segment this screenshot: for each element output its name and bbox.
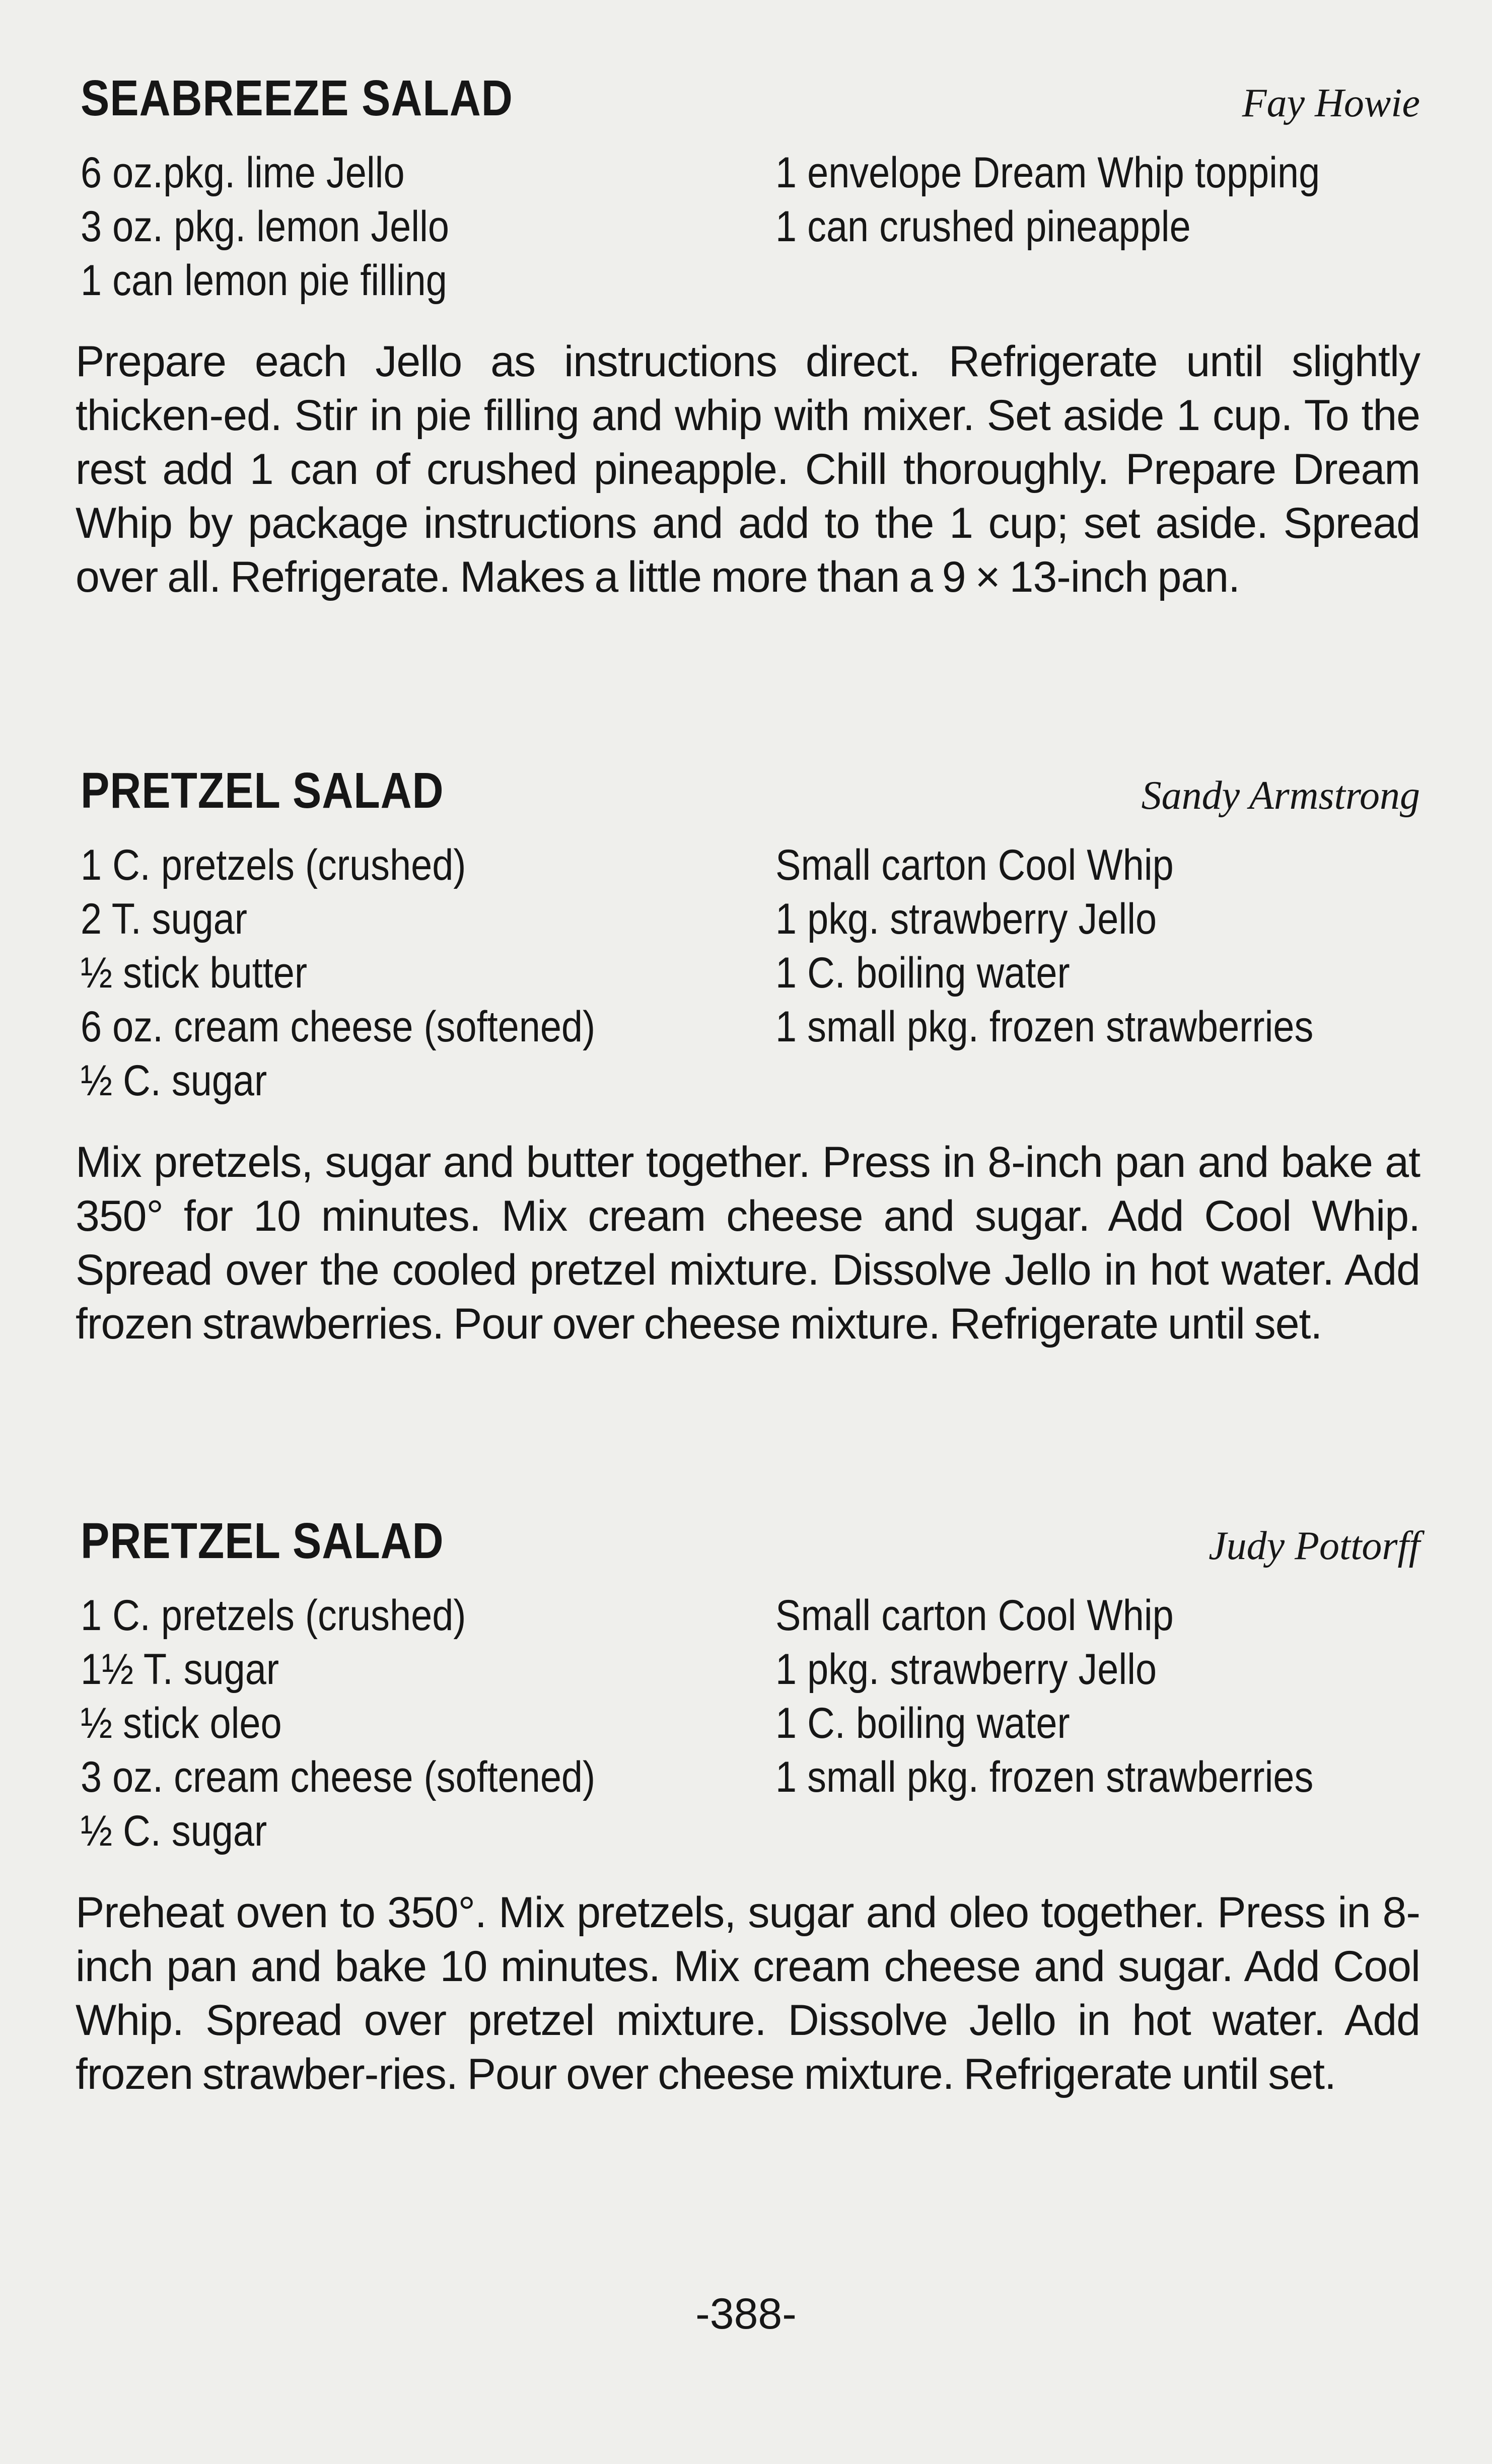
page-number: -388- bbox=[695, 2290, 797, 2338]
ingredient-item: 6 oz.pkg. lime Jello bbox=[81, 149, 405, 197]
ingredient-column-right bbox=[775, 838, 1387, 1054]
recipe-header bbox=[70, 758, 1420, 823]
ingredient-item: ½ stick butter bbox=[81, 949, 308, 997]
ingredient-item: 1 C. pretzels (crushed) bbox=[81, 1591, 466, 1640]
recipe-title: SEABREEZE SALAD bbox=[81, 70, 513, 126]
ingredient-item: ½ C. sugar bbox=[81, 1807, 267, 1855]
recipe-pretzel-salad-armstrong bbox=[70, 758, 1420, 1351]
ingredient-column-left bbox=[81, 838, 666, 1108]
ingredient-column-right bbox=[775, 146, 1394, 254]
recipe-instructions: Mix pretzels, sugar and butter together. Press in 8-inch pan and bake at 350° for 10 minutes. Mix cream cheese and sugar. Add Cool Whip. Spread over the cooled pretzel mixture. Dissolve Jello in hot water. Add frozen strawberries. Pour over cheese mixture. Refrigerate until set. bbox=[76, 1138, 1420, 1348]
ingredient-item: 1 pkg. strawberry Jello bbox=[775, 1645, 1157, 1694]
ingredient-item: ½ C. sugar bbox=[81, 1057, 267, 1105]
recipe-pretzel-salad-pottorff bbox=[70, 1508, 1420, 2101]
recipe-header bbox=[70, 65, 1420, 131]
ingredient-item: 1 C. boiling water bbox=[775, 1699, 1070, 1747]
ingredient-item: 1 C. pretzels (crushed) bbox=[81, 841, 466, 889]
recipe-author: Sandy Armstrong bbox=[1141, 773, 1420, 818]
ingredient-item: Small carton Cool Whip bbox=[775, 841, 1174, 889]
recipe-title: PRETZEL SALAD bbox=[81, 762, 444, 819]
recipe-author: Judy Pottorff bbox=[1209, 1524, 1420, 1568]
ingredient-item: 1 pkg. strawberry Jello bbox=[775, 895, 1157, 943]
ingredient-item: 1 C. boiling water bbox=[775, 949, 1070, 997]
recipe-author: Fay Howie bbox=[1242, 81, 1420, 125]
ingredient-item: 1 envelope Dream Whip topping bbox=[775, 149, 1320, 197]
ingredient-item: 3 oz. cream cheese (softened) bbox=[81, 1753, 596, 1801]
ingredient-list bbox=[70, 1589, 1420, 1886]
ingredient-list bbox=[70, 838, 1420, 1136]
ingredient-item: Small carton Cool Whip bbox=[775, 1591, 1174, 1640]
ingredient-item: 6 oz. cream cheese (softened) bbox=[81, 1003, 596, 1051]
recipe-instructions: Prepare each Jello as instructions direct. Refrigerate until slightly thicken-ed. Stir in pie filling and whip with mixer. Set aside 1 cup. To the rest add 1 can of crushed pineapple. Chill thoroughly. Prepare Dream Whip by package instructions and add to the 1 cup; set aside. Spread over all. Refrigerate. Makes a little more than a 9 × 13-inch pan. bbox=[76, 337, 1420, 601]
ingredient-item: 1½ T. sugar bbox=[81, 1645, 279, 1694]
ingredient-column-right bbox=[775, 1589, 1387, 1804]
recipe-seabreeze-salad bbox=[70, 65, 1420, 604]
ingredient-list bbox=[70, 146, 1420, 335]
ingredient-item: 1 can lemon pie filling bbox=[81, 256, 447, 305]
ingredient-item: 1 small pkg. frozen strawberries bbox=[775, 1003, 1314, 1051]
ingredient-column-left bbox=[81, 1589, 666, 1858]
ingredient-column-left bbox=[81, 146, 500, 308]
ingredient-item: 1 small pkg. frozen strawberries bbox=[775, 1753, 1314, 1801]
recipe-header bbox=[70, 1508, 1420, 1574]
ingredient-item: 3 oz. pkg. lemon Jello bbox=[81, 202, 449, 251]
recipe-instructions: Preheat oven to 350°. Mix pretzels, sugar and oleo together. Press in 8-inch pan and bake 10 minutes. Mix cream cheese and sugar. Add Cool Whip. Spread over pretzel mixture. Dissolve Jello in hot water. Add frozen strawber-ries. Pour over cheese mixture. Refrigerate until set. bbox=[76, 1888, 1420, 2098]
ingredient-item: 2 T. sugar bbox=[81, 895, 247, 943]
ingredient-item: ½ stick oleo bbox=[81, 1699, 282, 1747]
ingredient-item: 1 can crushed pineapple bbox=[775, 202, 1191, 251]
recipe-title: PRETZEL SALAD bbox=[81, 1513, 444, 1569]
